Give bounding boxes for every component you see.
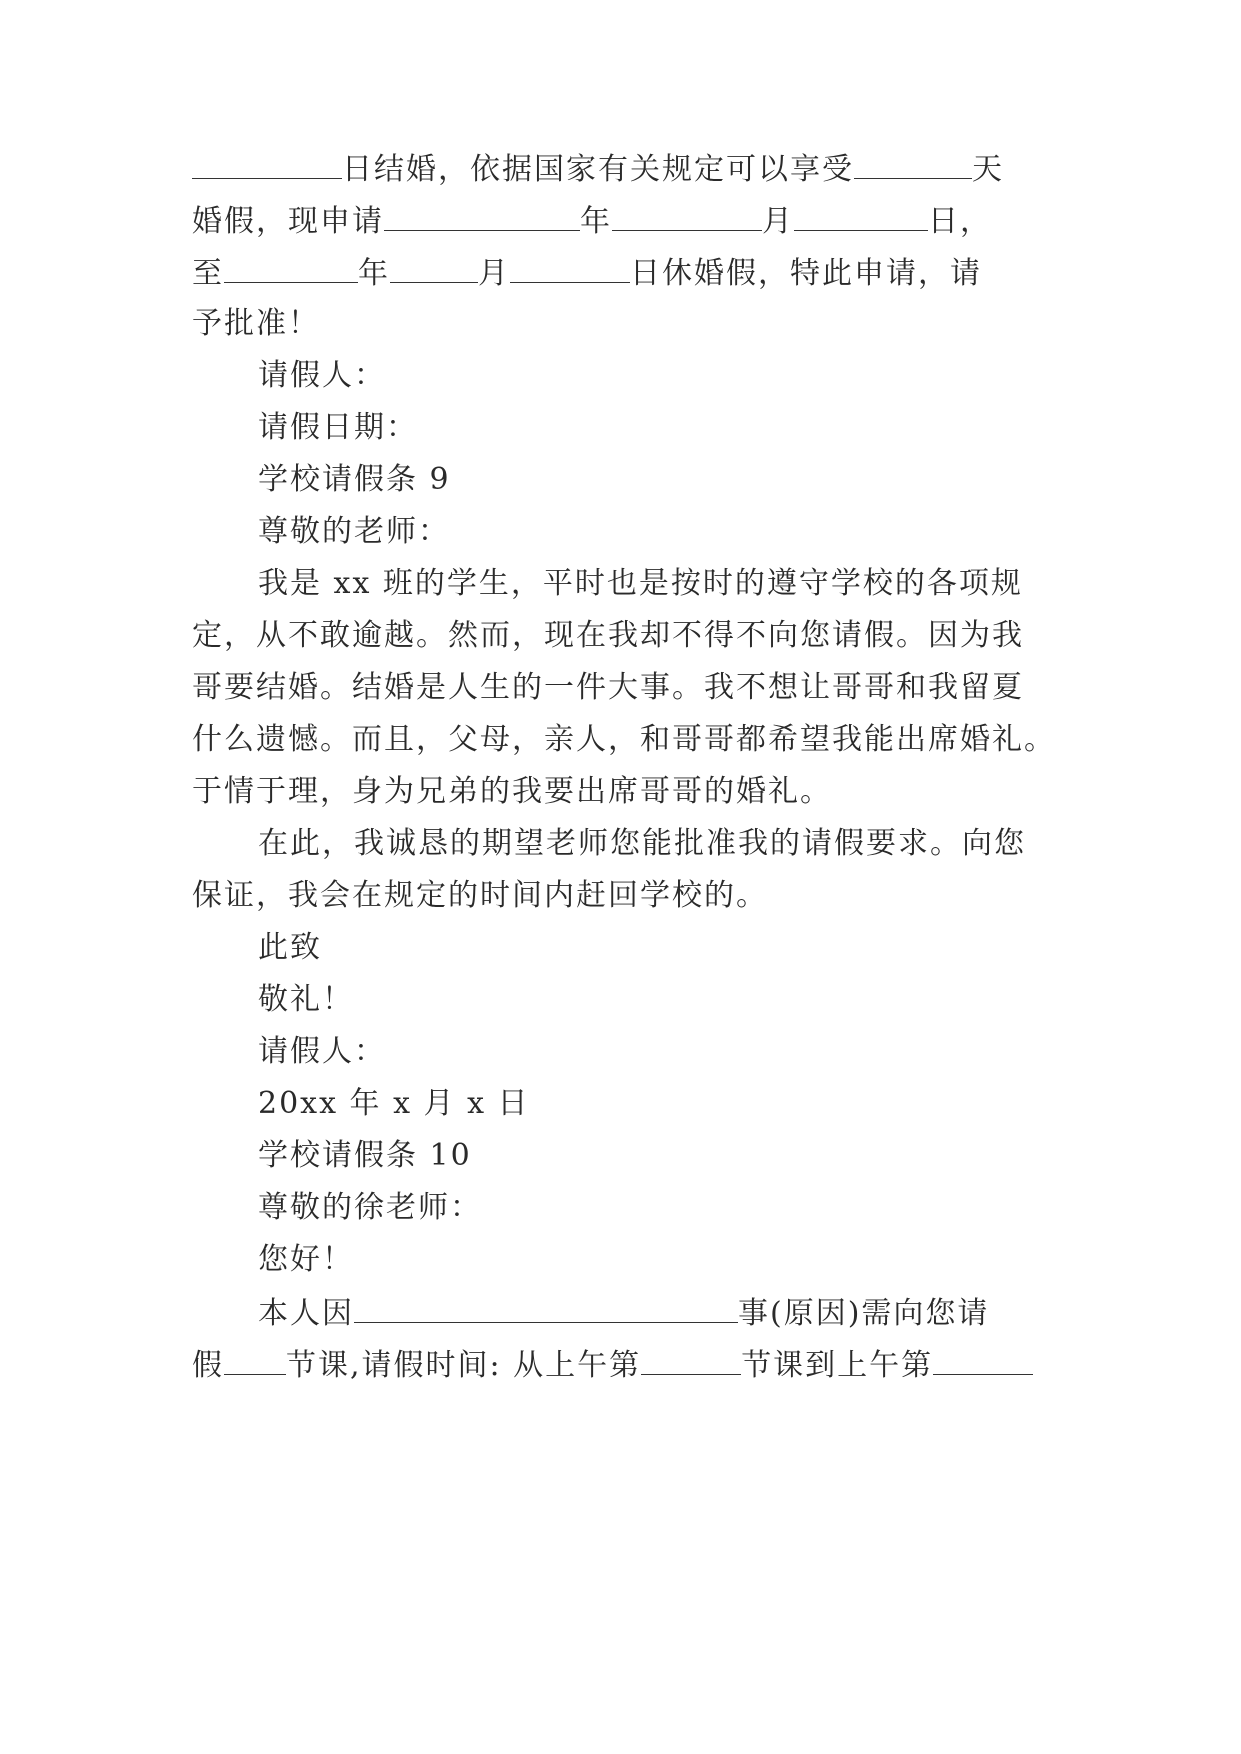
text-fragment: 婚假，现申请 <box>192 204 384 239</box>
blank-field <box>192 148 342 179</box>
blank-field <box>224 1344 286 1375</box>
text-fragment: 日结婚，依据国家有关规定可以享受 <box>342 152 854 187</box>
body-9-line: 于情于理，身为兄弟的我要出席哥哥的婚礼。 <box>192 774 832 809</box>
blank-field <box>510 252 630 283</box>
text-fragment: 至 <box>192 256 224 291</box>
blank-field <box>612 200 762 231</box>
text-fragment: 天 <box>972 152 1004 187</box>
blank-field <box>390 252 478 283</box>
section-title-10: 学校请假条 10 <box>258 1138 472 1173</box>
greeting-10: 尊敬的徐老师： <box>258 1190 482 1225</box>
body-9-line: 保证，我会在规定的时间内赶回学校的。 <box>192 878 768 913</box>
text-fragment: 节课到上午第 <box>741 1348 934 1383</box>
blank-field <box>641 1344 741 1375</box>
text-fragment: 年 <box>358 256 390 291</box>
text-fragment: 事(原因)需向您请 <box>738 1296 990 1331</box>
blank-field <box>794 200 928 231</box>
marriage-leave-line-1 <box>192 148 1054 190</box>
marriage-leave-line-3 <box>192 252 1054 294</box>
hello-10: 您好！ <box>258 1242 354 1277</box>
greeting-9: 尊敬的老师： <box>258 514 450 549</box>
letter-date: 20xx 年 x 月 x 日 <box>258 1086 530 1121</box>
text-fragment: 日休婚假，特此申请，请 <box>630 256 982 291</box>
blank-field <box>354 1292 738 1323</box>
marriage-leave-line-4: 予批准！ <box>192 306 320 341</box>
body-9-line: 哥要结婚。结婚是人生的一件大事。我不想让哥哥和我留夏 <box>192 670 1024 705</box>
blank-field <box>854 148 972 179</box>
marriage-leave-line-2 <box>192 200 1054 242</box>
text-fragment: 节课,请假时间: 从上午第 <box>286 1348 642 1383</box>
text-fragment: 日， <box>928 204 992 239</box>
body-9-line: 我是 xx 班的学生，平时也是按时的遵守学校的各项规 <box>258 566 1023 601</box>
body-9-line: 什么遗憾。而且，父母，亲人，和哥哥都希望我能出席婚礼。 <box>192 722 1056 757</box>
text-fragment: 年 <box>580 204 612 239</box>
blank-field <box>224 252 358 283</box>
closing-line-1: 此致 <box>258 930 322 965</box>
text-fragment: 月 <box>478 256 510 291</box>
closing-line-2: 敬礼！ <box>258 982 354 1017</box>
text-fragment: 月 <box>762 204 794 239</box>
body-10-line-1 <box>258 1292 1120 1334</box>
leave-date-label: 请假日期： <box>258 410 418 445</box>
text-fragment: 假 <box>192 1348 224 1383</box>
body-9-line: 在此，我诚恳的期望老师您能批准我的请假要求。向您 <box>258 826 1026 861</box>
applicant-label: 请假人： <box>258 358 386 393</box>
blank-field <box>384 200 580 231</box>
body-9-line: 定，从不敢逾越。然而，现在我却不得不向您请假。因为我 <box>192 618 1024 653</box>
applicant-label: 请假人： <box>258 1034 386 1069</box>
section-title-9: 学校请假条 9 <box>258 462 451 497</box>
blank-field <box>933 1344 1033 1375</box>
body-10-line-2 <box>192 1344 1054 1386</box>
text-fragment: 本人因 <box>258 1296 354 1331</box>
